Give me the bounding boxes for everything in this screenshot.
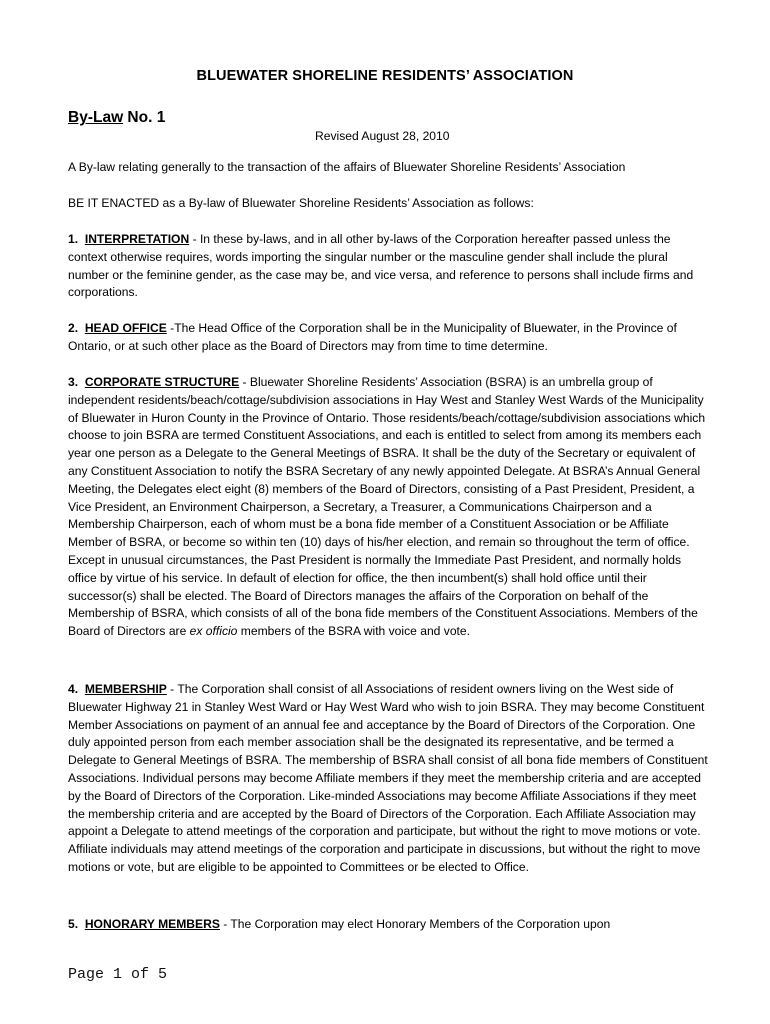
- ex-officio-term: ex officio: [189, 624, 238, 639]
- section-honorary-members: [68, 916, 708, 934]
- section-heading: CORPORATE STRUCTURE: [84, 375, 240, 389]
- section-text: - In these by-laws, and in all other by-laws of the Corporation hereafter passed unless the context otherwise requires, words importing the singular number or the masculine gender shall include the plural number or the feminine gender, as the case may be, and vice versa, and reference to persons shall include firms and corporations.: [68, 232, 694, 300]
- section-number: 4.: [68, 682, 79, 696]
- section-text: - The Corporation shall consist of all Associations of resident owners living on the West side of Bluewater Highway 21 in Stanley West Ward or Hay West Ward who wish to join BSRA. They may become Constituent Member Associations on payment of an annual fee and acceptance by the Board of Directors of the Corporation. One duly appointed person from each member association shall be the designated its representative, and be termed a Delegate to General Meetings of BSRA. The membership of BSRA shall consist of all bona fide members of Constituent Associations. Individual persons may become Affiliate members if they meet the membership criteria and are accepted by the Board of Directors of the Corporation. Like-minded Associations may become Affiliate Associations if they meet the membership criteria and are accepted by the Board of Directors of the Corporation. Each Affiliate Association may appoint a Delegate to attend meetings of the corporation and participate, but without the right to move motions or vote. Affiliate individuals may attend meetings of the corporation and participate in discussions, but without the right to move motions or vote, but are eligible to be appointed to Committees or be elected to Office.: [68, 682, 708, 874]
- section-number: 2.: [68, 321, 79, 335]
- section-text: -The Head Office of the Corporation shall be in the Municipality of Bluewater, in the Province of Ontario, or at such other place as the Board of Directors may from time to time determine.: [68, 321, 677, 353]
- section-text: - The Corporation may elect Honorary Members of the Corporation upon: [219, 917, 611, 931]
- intro-paragraph: A By-law relating generally to the transaction of the affairs of Bluewater Shoreline Residents’ Association: [68, 160, 626, 174]
- section-head-office: [68, 320, 708, 356]
- revised-date: Revised August 28, 2010: [315, 129, 450, 143]
- section-heading: HEAD OFFICE: [84, 321, 167, 335]
- section-number: 5.: [68, 917, 79, 931]
- section-heading: INTERPRETATION: [84, 232, 190, 246]
- bylaw-number: No. 1: [123, 109, 166, 126]
- section-number: 1.: [68, 232, 79, 246]
- document-title: BLUEWATER SHORELINE RESIDENTS’ ASSOCIATION: [196, 68, 574, 84]
- section-membership: [68, 681, 708, 877]
- page-footer: Page 1 of 5: [68, 966, 168, 983]
- section-corporate-structure: [68, 374, 708, 641]
- section-heading: HONORARY MEMBERS: [84, 917, 220, 931]
- section-text: - Bluewater Shoreline Residents’ Association (BSRA) is an umbrella group of independent residents/beach/cottage/subdivision associations in Hay West and Stanley West Wards of the Municipality of Bluewater in Huron County in the Province of Ontario. Those residents/beach/cottage/subdivision associations which choose to join BSRA are termed Constituent Associations, and each is entitled to select from among its members each year one person as a Delegate to the General Meetings of BSRA. It shall be the duty of the Secretary or equivalent of any Constituent Association to notify the BSRA Secretary of any newly appointed Delegate. At BSRA’s Annual General Meeting, the Delegates elect eight (8) members of the Board of Directors, consisting of a Past President, President, a Vice President, an Environment Chairperson, a Secretary, a Treasurer, a Communications Chairperson and a Membership Chairperson, each of whom must be a bona fide member of a Constituent Association or be Affiliate Member of BSRA, or become so within ten (10) days of his/her election, and remain so throughout the term of office. Except in unusual circumstances, the Past President is normally the Immediate Past President, and normally holds office by virtue of his service. In default of election for office, the then incumbent(s) shall hold office until their successor(s) shall be elected. The Board of Directors manages the affairs of the Corporation on behalf of the Membership of BSRA, which consists of all of the bona fide members of the Constituent Associations. Members of the Board of Directors are: [68, 375, 706, 639]
- bylaw-prefix: By-Law: [68, 109, 124, 126]
- bylaw-heading: [68, 109, 165, 127]
- section-heading: MEMBERSHIP: [84, 682, 167, 696]
- section-interpretation: [68, 231, 708, 302]
- section-number: 3.: [68, 375, 79, 389]
- section-text-end: members of the BSRA with voice and vote.: [237, 624, 470, 639]
- enactment-paragraph: BE IT ENACTED as a By-law of Bluewater Shoreline Residents’ Association as follows:: [68, 196, 534, 210]
